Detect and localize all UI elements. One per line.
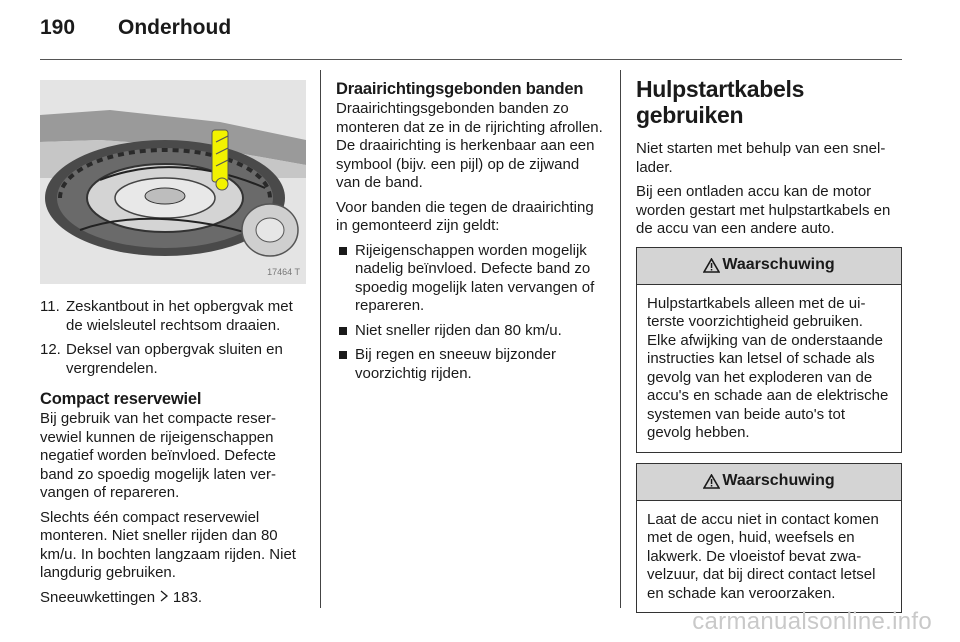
snow-chains-page-link[interactable]: 183. — [172, 588, 203, 606]
step-number: 12. — [40, 341, 61, 358]
figure-code: 17464 T — [267, 266, 300, 277]
directional-tyres-heading: Draairichtingsgebonden banden — [336, 80, 584, 98]
directional-tyres-paragraph: Voor banden die tegen de draairichting in gemonteerd zijn geldt: — [336, 198, 594, 234]
bullet-list — [336, 242, 604, 384]
bullet-text: Niet sneller rijden dan 80 km/u. — [355, 321, 562, 339]
compact-spare-heading: Compact reservewiel — [40, 390, 202, 408]
warning-triangle-icon — [703, 474, 720, 489]
spare-wheel-illustration — [40, 80, 306, 284]
warning-label: Waarschuwing — [722, 472, 835, 490]
column-right — [636, 76, 902, 613]
step-item — [40, 341, 306, 378]
page-number: 190 — [40, 16, 76, 39]
warning-text: Hulpstartkabels alleen met de uiterste voorzichtigheid gebruiken. Elke afwijking van de onderstaande instructies kan letsel of schade als gevolg van het exploderen van de accu's en schade aan de elektrische systemen van beide auto's tot gevolg hebben. — [647, 294, 889, 441]
warning-header — [637, 248, 901, 285]
bullet-square-icon — [339, 247, 347, 255]
step-text: Deksel van opbergvak sluiten en vergrendelen. — [66, 341, 283, 377]
column-divider — [320, 70, 321, 608]
warning-triangle-icon — [703, 258, 720, 273]
bullet-text: Rijeigenschappen worden mogelijk nadelig beïnvloed. Defecte band zo spoedig mogelijk laten vervangen of repareren. — [355, 241, 595, 314]
warning-box — [636, 463, 902, 614]
watermark: carmanualsonline.info — [692, 608, 932, 635]
header-rule — [40, 59, 902, 60]
column-divider — [620, 70, 621, 608]
snow-chains-reference — [40, 589, 306, 608]
section-title: Onderhoud — [118, 16, 232, 39]
step-text: Zeskantbout in het opbergvak met de wielsleutel rechtsom draaien. — [66, 298, 293, 334]
warning-text: Laat de accu niet in contact komen met de ogen, huid, weefsels en lakwerk. De vloeistof bevat zwavelzuur, dat bij direct contact letsel en schade kan veroorzaken. — [647, 510, 879, 602]
step-number: 11. — [40, 298, 60, 315]
bullet-item — [336, 242, 604, 316]
step-item — [40, 298, 306, 335]
jump-start-paragraph: Niet starten met behulp van een snellader. — [636, 140, 886, 176]
compact-spare-paragraph: Slechts één compact reservewiel monteren. Niet sneller rijden dan 80 km/u. In bochten langzaam rijden. Niet langdurig gebruiken. — [40, 508, 296, 581]
compact-spare-paragraph: Bij gebruik van het compacte reservewiel kunnen de rijeigenschappen negatief worden beïnvloed. Defecte band zo spoedig mogelijk laten vervangen of repareren. — [40, 410, 276, 501]
warning-header — [637, 464, 901, 501]
warning-box — [636, 247, 902, 453]
jump-start-paragraph: Bij een ontladen accu kan de motor worden gestart met hulpstartkabels en de accu van een andere auto. — [636, 183, 891, 237]
directional-tyres-paragraph: Draairichtingsgebonden banden zo monteren dat ze in de rijrichting afrollen. De draairichting is herkenbaar aan een symbool (bijv. een pijl) op de zijwand van de band. — [336, 100, 603, 191]
cross-reference-arrow-icon — [159, 590, 173, 605]
jump-start-heading: Hulpstartkabels gebruiken — [636, 76, 805, 128]
bullet-item — [336, 322, 604, 341]
bullet-text: Bij regen en sneeuw bijzonder voorzichtig rijden. — [355, 346, 556, 382]
column-middle — [336, 80, 604, 389]
column-left — [40, 80, 306, 613]
snow-chains-label: Sneeuwkettingen — [40, 588, 156, 606]
instruction-steps — [40, 298, 306, 378]
warning-label: Waarschuwing — [722, 256, 835, 274]
spare-wheel-figure — [40, 80, 306, 284]
bullet-item — [336, 346, 604, 383]
bullet-square-icon — [339, 351, 347, 359]
page-header — [40, 16, 920, 50]
bullet-square-icon — [339, 327, 347, 335]
